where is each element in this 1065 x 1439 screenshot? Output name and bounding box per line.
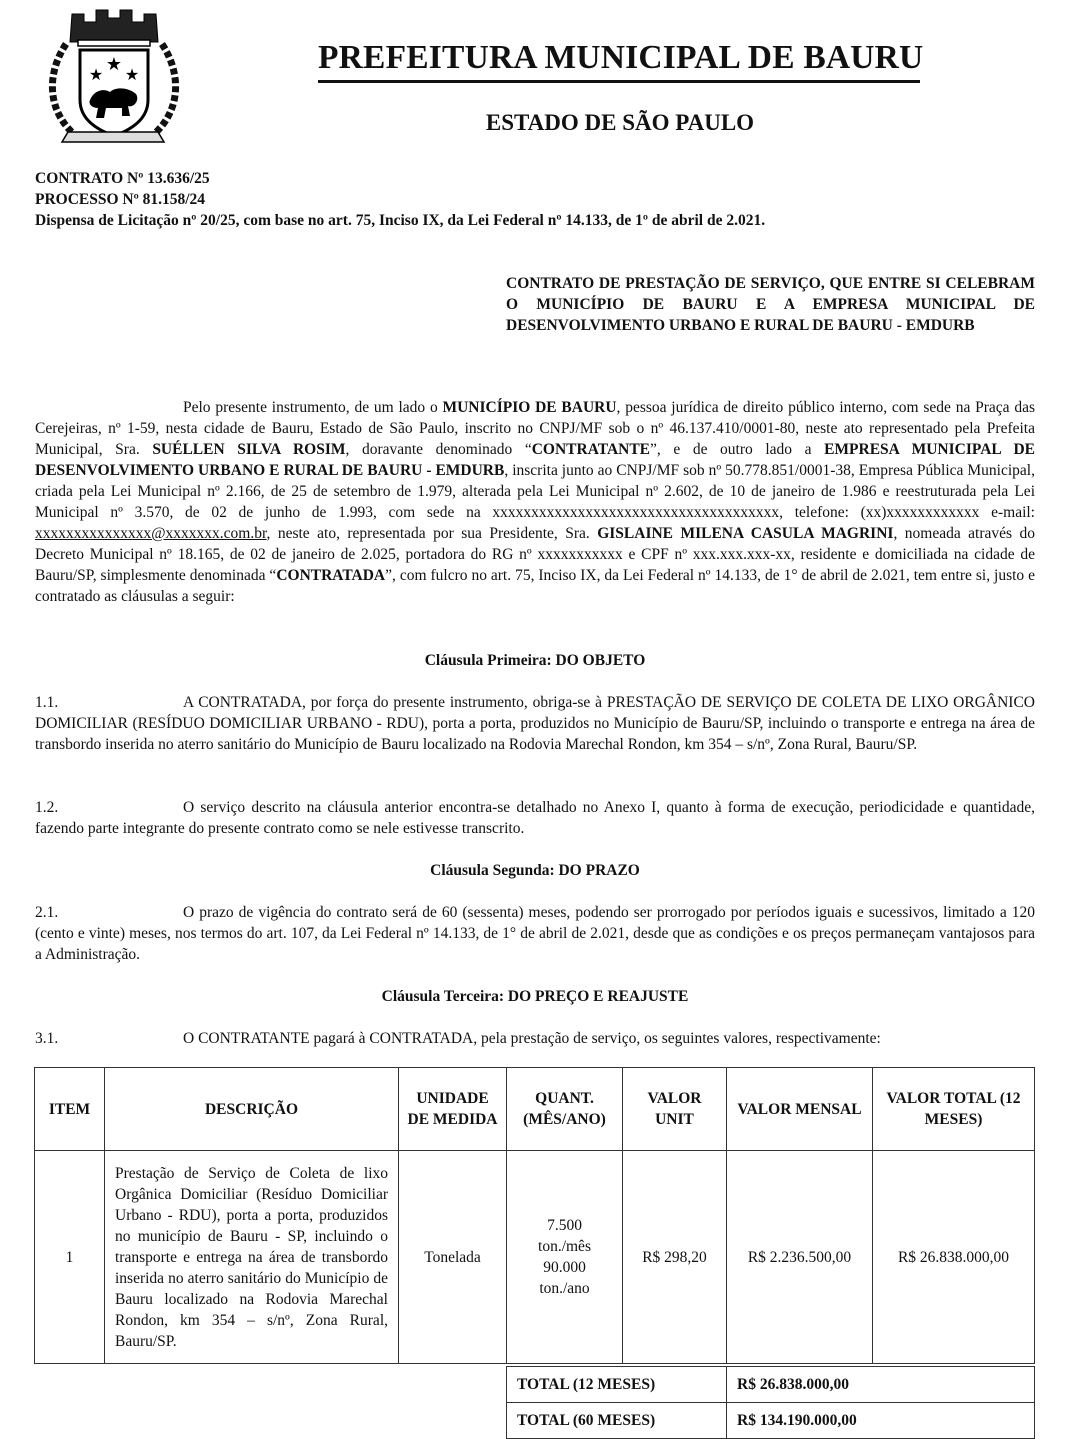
- contract-number: CONTRATO Nº 13.636/25: [35, 170, 210, 187]
- page-title: PREFEITURA MUNICIPAL DE BAURU: [318, 39, 924, 76]
- table-row: [35, 1151, 1035, 1364]
- column-header: QUANT. (MÊS/ANO): [507, 1068, 623, 1151]
- contratada-label: CONTRATADA: [276, 567, 386, 584]
- svg-text:★: ★: [88, 67, 104, 84]
- total-value: R$ 26.838.000,00: [727, 1367, 1035, 1403]
- total-label: TOTAL (12 MESES): [507, 1367, 727, 1403]
- total-label: TOTAL (60 MESES): [507, 1403, 727, 1439]
- clause-heading: Cláusula Segunda: DO PRAZO: [430, 862, 640, 879]
- unit-value-cell: R$ 298,20: [623, 1151, 727, 1364]
- preamble-text: , nomeada através do Decreto Municipal nº 18.165, de 02 de janeiro de 2.025, portadora do RG nº xxxxxxxxxxx e CPF nº xxx.xxx.xxx-xx, residente e domiciliada na cidade de Bauru/SP, simplesmente denominada “: [35, 525, 1035, 584]
- page-subtitle: ESTADO DE SÃO PAULO: [485, 110, 755, 135]
- quantity-cell: [507, 1151, 623, 1364]
- table-header-row: [35, 1068, 1035, 1151]
- company-name: EMPRESA MUNICIPAL DE DESENVOLVIMENTO URBANO E RURAL DE BAURU - EMDURB: [35, 441, 1035, 479]
- process-number: PROCESSO Nº 81.158/24: [35, 191, 206, 208]
- clause-number: 1.2.: [35, 799, 59, 816]
- preamble-paragraph: [35, 397, 1035, 607]
- totals-table: [506, 1366, 1035, 1439]
- description-cell: Prestação de Serviço de Coleta de lixo Orgânica Domiciliar (Resíduo Domiciliar Urbano - RDU), porta a porta, produzidos no município de Bauru - SP, incluindo o transporte e entrega na área de transbordo inserida no aterro sanitário do Município de Bauru localizado na Rodovia Marechal Rondon, km 354 – s/nº, Zona Rural, Bauru/SP.: [105, 1151, 399, 1364]
- clause-item: [35, 1028, 1035, 1049]
- column-header: VALOR MENSAL: [727, 1068, 873, 1151]
- item-cell: 1: [35, 1151, 105, 1364]
- clause-text: O CONTRATANTE pagará à CONTRATADA, pela prestação de serviço, os seguintes valores, respectivamente:: [183, 1030, 881, 1047]
- clause-heading: Cláusula Terceira: DO PREÇO E REAJUSTE: [381, 988, 689, 1005]
- preamble-text: ”, e de outro lado a: [650, 441, 825, 458]
- clause-item: [35, 692, 1035, 755]
- column-header: UNIDADE DE MEDIDA: [399, 1068, 507, 1151]
- clause-heading: Cláusula Primeira: DO OBJETO: [424, 652, 646, 669]
- total-value: R$ 134.190.000,00: [727, 1403, 1035, 1439]
- svg-text:★: ★: [124, 67, 140, 84]
- quantity-year-unit: ton./ano: [539, 1280, 590, 1297]
- monthly-value-cell: R$ 2.236.500,00: [727, 1151, 873, 1364]
- clause-item: [35, 797, 1035, 839]
- contract-summary: CONTRATO DE PRESTAÇÃO DE SERVIÇO, QUE ENTRE SI CELEBRAM O MUNICÍPIO DE BAURU E A EMPRESA MUNICIPAL DE DESENVOLVIMENTO URBANO E RURAL DE BAURU - EMDURB: [506, 275, 1035, 334]
- clause-number: 3.1.: [35, 1030, 59, 1047]
- clause-text: O prazo de vigência do contrato será de 60 (sessenta) meses, podendo ser prorrogado por períodos iguais e sucessivos, limitado a 120 (cento e vinte) meses, nos termos do art. 107, da Lei Federal nº 14.133, de 1° de abril de 2.021, desde que as condições e os preços permaneçam vantajosos para a Administração.: [35, 904, 1035, 963]
- title-underline: [318, 80, 920, 83]
- total-row: [507, 1367, 1035, 1403]
- clause-item: [35, 902, 1035, 965]
- column-header: VALOR UNIT: [623, 1068, 727, 1151]
- clause-number: 1.1.: [35, 694, 59, 711]
- email-link[interactable]: xxxxxxxxxxxxxxx@xxxxxxx.com.br: [35, 525, 267, 542]
- contract-references: [35, 168, 765, 231]
- preamble-text: , inscrita junto ao CNPJ/MF sob nº 50.778.851/0001-38, Empresa Pública Municipal, criada pela Lei Municipal nº 2.166, de 25 de setembro de 1.979, alterada pela Lei Municipal nº 2.602, de 10 de janeiro de 1.986 e reestruturada pela Lei Municipal nº 3.570, de 02 de junho de 1.993, com sede na xxxxxxxxxxxxxxxxxxxxxxxxxxxxxxxxxxxxx, telefone: (xx)xxxxxxxxxxxx e-mail:: [35, 462, 1035, 521]
- preamble-text: , doravante denominado “: [345, 441, 532, 458]
- preamble-text: , neste ato, representada por sua Presidente, Sra.: [266, 525, 598, 542]
- total-row: [507, 1403, 1035, 1439]
- column-header: ITEM: [35, 1068, 105, 1151]
- clause-text: A CONTRATADA, por força do presente instrumento, obriga-se à PRESTAÇÃO DE SERVIÇO DE COLETA DE LIXO ORGÂNICO DOMICILIAR (RESÍDUO DOMICILIAR URBANO - RDU), porta a porta, produzidos no Município de Bauru/SP, incluindo o transporte e entrega na área de transbordo inserida no aterro sanitário do Município de Bauru localizado na Rodovia Marechal Rondon, km 354 – s/nº, Zona Rural, Bauru/SP.: [35, 694, 1035, 753]
- quantity-year: 90.000: [543, 1259, 586, 1276]
- quantity-month-unit: ton./mês: [538, 1238, 591, 1255]
- total-12-cell: R$ 26.838.000,00: [873, 1151, 1035, 1364]
- party-name: MUNICÍPIO DE BAURU: [442, 399, 617, 416]
- mayor-name: SUÉLLEN SILVA ROSIM: [152, 441, 346, 458]
- quantity-month: 7.500: [547, 1217, 582, 1234]
- price-table: [34, 1067, 1035, 1364]
- dispensa-text: Dispensa de Licitação nº 20/25, com base no art. 75, Inciso IX, da Lei Federal nº 14.133, de 1º de abril de 2.021.: [35, 212, 766, 229]
- svg-text:★: ★: [105, 54, 123, 74]
- preamble-text: ”, com fulcro no art. 75, Inciso IX, da Lei Federal nº 14.133, de 1° de abril de 2.021, tem entre si, justo e contratado as cláusulas a seguir:: [35, 567, 1035, 605]
- clause-number: 2.1.: [35, 904, 59, 921]
- column-header: DESCRIÇÃO: [105, 1068, 399, 1151]
- clause-text: O serviço descrito na cláusula anterior encontra-se detalhado no Anexo I, quanto à forma de execução, periodicidade e quantidade, fazendo parte integrante do presente contrato como se nele estivesse transcrito.: [35, 799, 1035, 837]
- preamble-text: , pessoa jurídica de direito público interno, com sede na Praça das Cerejeiras, nº 1-59, nesta cidade de Bauru, Estado de São Paulo, inscrito no CNPJ/MF sob o nº 46.137.410/0001-80, neste ato representado pela Prefeita Municipal, Sra.: [35, 399, 1035, 458]
- preamble-text: Pelo presente instrumento, de um lado o: [183, 399, 443, 416]
- contratante-label: CONTRATANTE: [531, 441, 651, 458]
- coat-of-arms-logo: [38, 4, 188, 154]
- unit-cell: Tonelada: [399, 1151, 507, 1364]
- president-name: GISLAINE MILENA CASULA MAGRINI: [597, 525, 894, 542]
- column-header: VALOR TOTAL (12 MESES): [873, 1068, 1035, 1151]
